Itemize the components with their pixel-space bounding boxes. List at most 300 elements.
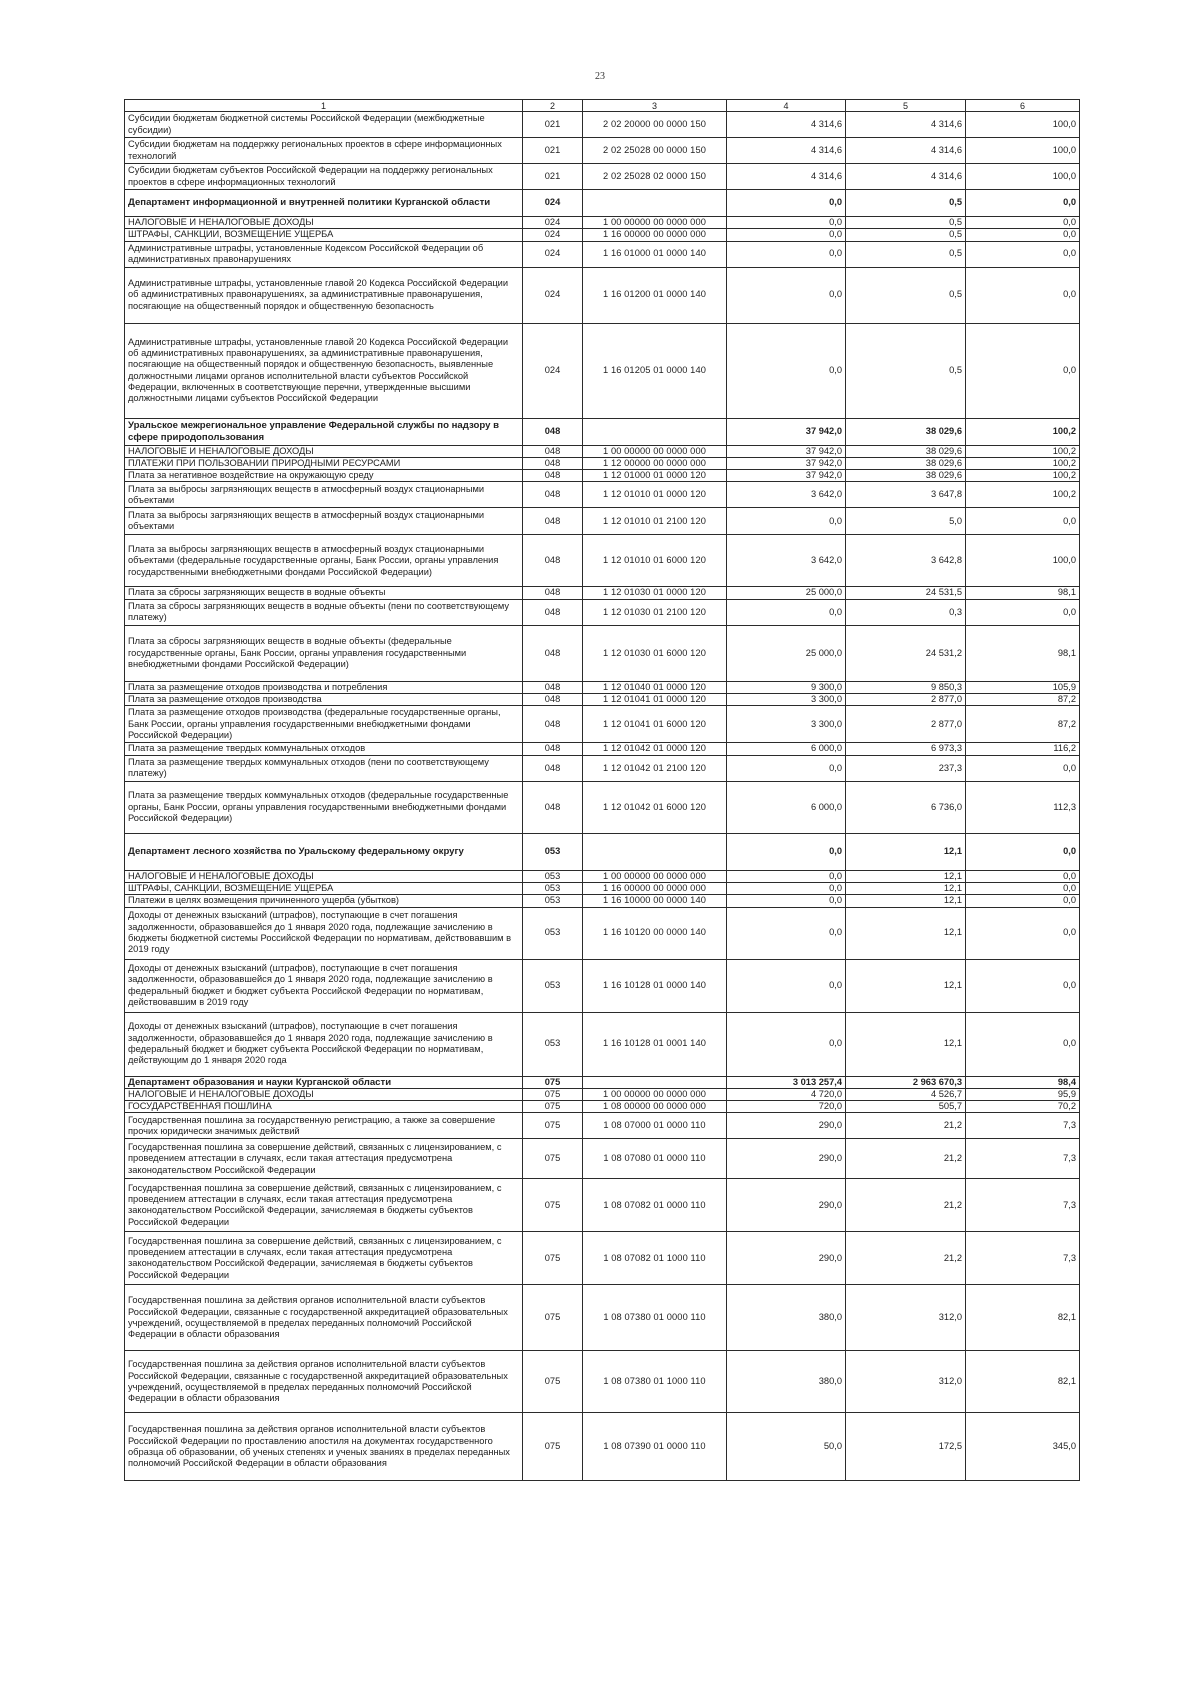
budget-classification-code: 1 00 00000 00 0000 000 — [583, 445, 727, 457]
budget-classification-code: 1 12 01041 01 6000 120 — [583, 706, 727, 743]
table-row — [125, 781, 1080, 833]
actual-amount: 0,5 — [846, 323, 966, 418]
admin-code: 024 — [523, 217, 583, 229]
budget-classification-code: 1 12 01040 01 0000 120 — [583, 681, 727, 693]
budget-classification-code: 1 00 00000 00 0000 000 — [583, 1088, 727, 1100]
row-name: ГОСУДАРСТВЕННАЯ ПОШЛИНА — [125, 1101, 523, 1113]
row-name: Плата за сбросы загрязняющих веществ в водные объекты (федеральные государственные органы, Банк России, органы управления государственными внебюджетными фондами Российской Федерации) — [125, 625, 523, 681]
table-row — [125, 882, 1080, 894]
table-row — [125, 1139, 1080, 1179]
actual-amount: 172,5 — [846, 1413, 966, 1481]
row-name: НАЛОГОВЫЕ И НЕНАЛОГОВЫЕ ДОХОДЫ — [125, 1088, 523, 1100]
table-row — [125, 1101, 1080, 1113]
budget-classification-code: 1 08 07000 01 0000 110 — [583, 1113, 727, 1139]
actual-amount: 12,1 — [846, 833, 966, 870]
admin-code: 075 — [523, 1076, 583, 1088]
execution-percent: 7,3 — [966, 1139, 1080, 1179]
actual-amount: 12,1 — [846, 907, 966, 959]
execution-percent: 87,2 — [966, 706, 1080, 743]
budget-classification-code: 1 12 01030 01 0000 120 — [583, 587, 727, 599]
actual-amount: 21,2 — [846, 1113, 966, 1139]
actual-amount: 12,1 — [846, 959, 966, 1012]
admin-code: 024 — [523, 323, 583, 418]
row-name: ПЛАТЕЖИ ПРИ ПОЛЬЗОВАНИИ ПРИРОДНЫМИ РЕСУРСАМИ — [125, 457, 523, 469]
planned-amount: 0,0 — [727, 241, 846, 267]
row-name: Департамент образования и науки Курганской области — [125, 1076, 523, 1088]
execution-percent: 0,0 — [966, 907, 1080, 959]
planned-amount: 25 000,0 — [727, 625, 846, 681]
budget-classification-code: 1 08 07390 01 0000 110 — [583, 1413, 727, 1481]
budget-classification-code: 1 16 00000 00 0000 000 — [583, 229, 727, 241]
admin-code: 048 — [523, 755, 583, 781]
table-row — [125, 217, 1080, 229]
budget-classification-code: 1 16 01205 01 0000 140 — [583, 323, 727, 418]
row-name: Департамент информационной и внутренней политики Курганской области — [125, 190, 523, 217]
execution-percent: 98,4 — [966, 1076, 1080, 1088]
execution-percent: 112,3 — [966, 781, 1080, 833]
budget-classification-code: 1 16 01000 01 0000 140 — [583, 241, 727, 267]
execution-percent: 7,3 — [966, 1179, 1080, 1232]
actual-amount: 38 029,6 — [846, 418, 966, 445]
table-row — [125, 870, 1080, 882]
actual-amount: 12,1 — [846, 1012, 966, 1076]
row-name: ШТРАФЫ, САНКЦИИ, ВОЗМЕЩЕНИЕ УЩЕРБА — [125, 229, 523, 241]
column-number: 5 — [846, 100, 966, 112]
table-row — [125, 959, 1080, 1012]
execution-percent: 100,2 — [966, 418, 1080, 445]
budget-classification-code: 1 16 10128 01 0000 140 — [583, 959, 727, 1012]
execution-percent: 0,0 — [966, 1012, 1080, 1076]
actual-amount: 4 314,6 — [846, 112, 966, 138]
actual-amount: 21,2 — [846, 1232, 966, 1285]
actual-amount: 505,7 — [846, 1101, 966, 1113]
budget-classification-code: 1 16 10120 00 0000 140 — [583, 907, 727, 959]
admin-code: 053 — [523, 833, 583, 870]
planned-amount: 0,0 — [727, 599, 846, 625]
admin-code: 075 — [523, 1139, 583, 1179]
table-row — [125, 112, 1080, 138]
planned-amount: 720,0 — [727, 1101, 846, 1113]
column-number: 3 — [583, 100, 727, 112]
admin-code: 053 — [523, 959, 583, 1012]
admin-code: 048 — [523, 743, 583, 755]
actual-amount: 2 963 670,3 — [846, 1076, 966, 1088]
admin-code: 024 — [523, 241, 583, 267]
admin-code: 048 — [523, 482, 583, 508]
row-name: Уральское межрегиональное управление Федеральной службы по надзору в сфере природопользования — [125, 418, 523, 445]
budget-classification-code: 1 12 01042 01 2100 120 — [583, 755, 727, 781]
planned-amount: 3 642,0 — [727, 482, 846, 508]
table-row — [125, 508, 1080, 535]
table-row — [125, 587, 1080, 599]
admin-code: 075 — [523, 1113, 583, 1139]
admin-code: 021 — [523, 138, 583, 164]
actual-amount: 0,3 — [846, 599, 966, 625]
actual-amount: 38 029,6 — [846, 470, 966, 482]
execution-percent: 100,0 — [966, 535, 1080, 587]
row-name: Плата за размещение отходов производства (федеральные государственные органы, Банк России, органы управления государственными внебюджетными фондами Российской Федерации) — [125, 706, 523, 743]
table-row — [125, 241, 1080, 267]
admin-code: 048 — [523, 681, 583, 693]
actual-amount: 2 877,0 — [846, 706, 966, 743]
planned-amount: 0,0 — [727, 907, 846, 959]
planned-amount: 0,0 — [727, 895, 846, 907]
budget-classification-code: 2 02 25028 02 0000 150 — [583, 164, 727, 190]
actual-amount: 0,5 — [846, 241, 966, 267]
budget-classification-code: 1 12 01042 01 0000 120 — [583, 743, 727, 755]
row-name: НАЛОГОВЫЕ И НЕНАЛОГОВЫЕ ДОХОДЫ — [125, 445, 523, 457]
actual-amount: 4 526,7 — [846, 1088, 966, 1100]
table-row — [125, 706, 1080, 743]
budget-classification-code: 1 12 01042 01 6000 120 — [583, 781, 727, 833]
planned-amount: 4 314,6 — [727, 164, 846, 190]
admin-code: 048 — [523, 587, 583, 599]
admin-code: 053 — [523, 895, 583, 907]
planned-amount: 4 314,6 — [727, 112, 846, 138]
column-number-row — [125, 100, 1080, 112]
budget-classification-code: 1 16 10128 01 0001 140 — [583, 1012, 727, 1076]
admin-code: 021 — [523, 112, 583, 138]
row-name: Плата за размещение твердых коммунальных отходов — [125, 743, 523, 755]
actual-amount: 0,5 — [846, 267, 966, 323]
admin-code: 075 — [523, 1413, 583, 1481]
admin-code: 075 — [523, 1351, 583, 1413]
execution-percent: 100,0 — [966, 164, 1080, 190]
budget-classification-code: 1 08 00000 00 0000 000 — [583, 1101, 727, 1113]
budget-classification-code: 1 12 01000 01 0000 120 — [583, 470, 727, 482]
actual-amount: 21,2 — [846, 1179, 966, 1232]
planned-amount: 0,0 — [727, 190, 846, 217]
row-name: Доходы от денежных взысканий (штрафов), поступающие в счет погашения задолженности, образовавшейся до 1 января 2020 года, подлежащие зачислению в федеральный бюджет и бюджет субъекта Российской Федерации по нормативам, действовавшим в 2019 году — [125, 959, 523, 1012]
planned-amount: 0,0 — [727, 229, 846, 241]
planned-amount: 380,0 — [727, 1285, 846, 1351]
row-name: Государственная пошлина за действия органов исполнительной власти субъектов Российской Федерации по проставлению апостиля на документах государственного образца об образовании, об ученых степенях и ученых званиях в пределах переданных полномочий Российской Федерации в области образования — [125, 1413, 523, 1481]
actual-amount: 4 314,6 — [846, 138, 966, 164]
budget-classification-code: 1 12 01041 01 0000 120 — [583, 694, 727, 706]
row-name: Платежи в целях возмещения причиненного ущерба (убытков) — [125, 895, 523, 907]
planned-amount: 0,0 — [727, 217, 846, 229]
administrator-row — [125, 1076, 1080, 1088]
row-name: Плата за сбросы загрязняющих веществ в водные объекты — [125, 587, 523, 599]
budget-classification-code: 1 16 01200 01 0000 140 — [583, 267, 727, 323]
execution-percent: 345,0 — [966, 1413, 1080, 1481]
budget-classification-code: 1 00 00000 00 0000 000 — [583, 870, 727, 882]
table-row — [125, 323, 1080, 418]
table-row — [125, 229, 1080, 241]
execution-percent: 70,2 — [966, 1101, 1080, 1113]
planned-amount: 6 000,0 — [727, 781, 846, 833]
planned-amount: 290,0 — [727, 1232, 846, 1285]
row-name: Плата за размещение твердых коммунальных отходов (пени по соответствующему платежу) — [125, 755, 523, 781]
actual-amount: 6 973,3 — [846, 743, 966, 755]
admin-code: 048 — [523, 706, 583, 743]
admin-code: 048 — [523, 781, 583, 833]
table-row — [125, 1351, 1080, 1413]
execution-percent: 98,1 — [966, 625, 1080, 681]
budget-classification-code: 1 12 01030 01 2100 120 — [583, 599, 727, 625]
column-number: 1 — [125, 100, 523, 112]
execution-percent: 100,0 — [966, 138, 1080, 164]
budget-classification-code: 1 12 01010 01 6000 120 — [583, 535, 727, 587]
budget-classification-code: 1 00 00000 00 0000 000 — [583, 217, 727, 229]
execution-percent: 100,2 — [966, 457, 1080, 469]
admin-code: 021 — [523, 164, 583, 190]
execution-percent: 100,2 — [966, 482, 1080, 508]
execution-percent: 0,0 — [966, 870, 1080, 882]
row-name: Государственная пошлина за совершение действий, связанных с лицензированием, с проведением аттестации в случаях, если такая аттестация предусмотрена законодательством Российской Федерации, зачисляемая в бюджеты субъектов Российской Федерации — [125, 1232, 523, 1285]
row-name: Департамент лесного хозяйства по Уральскому федеральному округу — [125, 833, 523, 870]
table-row — [125, 1012, 1080, 1076]
execution-percent: 0,0 — [966, 882, 1080, 894]
execution-percent: 116,2 — [966, 743, 1080, 755]
table-row — [125, 1088, 1080, 1100]
actual-amount: 312,0 — [846, 1351, 966, 1413]
table-row — [125, 694, 1080, 706]
execution-percent: 0,0 — [966, 599, 1080, 625]
execution-percent: 100,0 — [966, 112, 1080, 138]
row-name: Государственная пошлина за совершение действий, связанных с лицензированием, с проведением аттестации в случаях, если такая аттестация предусмотрена законодательством Российской Федерации — [125, 1139, 523, 1179]
administrator-row — [125, 418, 1080, 445]
row-name: Плата за выбросы загрязняющих веществ в атмосферный воздух стационарными объектами — [125, 482, 523, 508]
execution-percent: 87,2 — [966, 694, 1080, 706]
actual-amount: 0,5 — [846, 229, 966, 241]
execution-percent: 0,0 — [966, 755, 1080, 781]
actual-amount: 38 029,6 — [846, 445, 966, 457]
actual-amount: 4 314,6 — [846, 164, 966, 190]
admin-code: 075 — [523, 1088, 583, 1100]
table-row — [125, 1232, 1080, 1285]
budget-classification-code: 2 02 25028 00 0000 150 — [583, 138, 727, 164]
actual-amount: 24 531,2 — [846, 625, 966, 681]
planned-amount: 0,0 — [727, 1012, 846, 1076]
planned-amount: 380,0 — [727, 1351, 846, 1413]
admin-code: 075 — [523, 1179, 583, 1232]
revenue-table — [124, 99, 1080, 1481]
budget-classification-code: 1 12 00000 00 0000 000 — [583, 457, 727, 469]
planned-amount: 4 720,0 — [727, 1088, 846, 1100]
row-name: Плата за выбросы загрязняющих веществ в атмосферный воздух стационарными объектами — [125, 508, 523, 535]
admin-code: 048 — [523, 445, 583, 457]
table-row — [125, 267, 1080, 323]
planned-amount: 0,0 — [727, 882, 846, 894]
table-row — [125, 681, 1080, 693]
budget-classification-code: 1 08 07082 01 0000 110 — [583, 1179, 727, 1232]
budget-classification-code — [583, 833, 727, 870]
execution-percent: 100,2 — [966, 445, 1080, 457]
row-name: Плата за негативное воздействие на окружающую среду — [125, 470, 523, 482]
row-name: Доходы от денежных взысканий (штрафов), поступающие в счет погашения задолженности, образовавшейся до 1 января 2020 года, подлежащие зачислению в федеральный бюджет и бюджет субъекта Российской Федерации по нормативам, действующим до 1 января 2020 года — [125, 1012, 523, 1076]
planned-amount: 0,0 — [727, 267, 846, 323]
planned-amount: 290,0 — [727, 1179, 846, 1232]
budget-classification-code: 2 02 20000 00 0000 150 — [583, 112, 727, 138]
actual-amount: 6 736,0 — [846, 781, 966, 833]
admin-code: 048 — [523, 694, 583, 706]
table-row — [125, 743, 1080, 755]
row-name: Государственная пошлина за действия органов исполнительной власти субъектов Российской Федерации, связанные с государственной аккредитацией образовательных учреждений, осуществляемой в пределах переданных полномочий Российской Федерации в области образования — [125, 1285, 523, 1351]
row-name: Административные штрафы, установленные главой 20 Кодекса Российской Федерации об административных правонарушениях, за административные правонарушения, посягающие на общественный порядок и общественную безопасность — [125, 267, 523, 323]
table-row — [125, 895, 1080, 907]
planned-amount: 0,0 — [727, 323, 846, 418]
execution-percent: 0,0 — [966, 217, 1080, 229]
admin-code: 024 — [523, 229, 583, 241]
actual-amount: 0,5 — [846, 217, 966, 229]
planned-amount: 0,0 — [727, 755, 846, 781]
execution-percent: 82,1 — [966, 1285, 1080, 1351]
execution-percent: 0,0 — [966, 190, 1080, 217]
table-row — [125, 599, 1080, 625]
execution-percent: 0,0 — [966, 241, 1080, 267]
planned-amount: 290,0 — [727, 1139, 846, 1179]
budget-classification-code: 1 12 01010 01 0000 120 — [583, 482, 727, 508]
admin-code: 075 — [523, 1285, 583, 1351]
execution-percent: 0,0 — [966, 895, 1080, 907]
planned-amount: 25 000,0 — [727, 587, 846, 599]
planned-amount: 9 300,0 — [727, 681, 846, 693]
execution-percent: 0,0 — [966, 833, 1080, 870]
admin-code: 075 — [523, 1232, 583, 1285]
column-number: 2 — [523, 100, 583, 112]
admin-code: 053 — [523, 882, 583, 894]
actual-amount: 5,0 — [846, 508, 966, 535]
row-name: Плата за размещение отходов производства — [125, 694, 523, 706]
admin-code: 048 — [523, 470, 583, 482]
administrator-row — [125, 833, 1080, 870]
admin-code: 048 — [523, 508, 583, 535]
row-name: Административные штрафы, установленные главой 20 Кодекса Российской Федерации об административных правонарушениях, за административные правонарушения, посягающие на общественный порядок и общественную безопасность, выявленные должностными лицами органов исполнительной власти субъектов Российской Федерации, включенных в соответствующие перечни, утвержденные высшими должностными лицами субъектов Российской Федерации — [125, 323, 523, 418]
execution-percent: 95,9 — [966, 1088, 1080, 1100]
column-number: 4 — [727, 100, 846, 112]
admin-code: 053 — [523, 870, 583, 882]
planned-amount: 6 000,0 — [727, 743, 846, 755]
admin-code: 048 — [523, 418, 583, 445]
budget-classification-code: 1 08 07380 01 0000 110 — [583, 1285, 727, 1351]
row-name: Государственная пошлина за государственную регистрацию, а также за совершение прочих юридически значимых действий — [125, 1113, 523, 1139]
admin-code: 024 — [523, 267, 583, 323]
column-number: 6 — [966, 100, 1080, 112]
execution-percent: 7,3 — [966, 1232, 1080, 1285]
admin-code: 048 — [523, 535, 583, 587]
budget-classification-code: 1 08 07082 01 1000 110 — [583, 1232, 727, 1285]
administrator-row — [125, 190, 1080, 217]
row-name: НАЛОГОВЫЕ И НЕНАЛОГОВЫЕ ДОХОДЫ — [125, 870, 523, 882]
admin-code: 048 — [523, 625, 583, 681]
budget-classification-code: 1 16 10000 00 0000 140 — [583, 895, 727, 907]
execution-percent: 82,1 — [966, 1351, 1080, 1413]
actual-amount: 237,3 — [846, 755, 966, 781]
execution-percent: 0,0 — [966, 229, 1080, 241]
admin-code: 024 — [523, 190, 583, 217]
table-row — [125, 470, 1080, 482]
execution-percent: 0,0 — [966, 323, 1080, 418]
table-row — [125, 907, 1080, 959]
execution-percent: 100,2 — [966, 470, 1080, 482]
budget-classification-code: 1 08 07380 01 1000 110 — [583, 1351, 727, 1413]
planned-amount: 37 942,0 — [727, 418, 846, 445]
planned-amount: 3 642,0 — [727, 535, 846, 587]
table-row — [125, 535, 1080, 587]
actual-amount: 12,1 — [846, 882, 966, 894]
execution-percent: 98,1 — [966, 587, 1080, 599]
table-row — [125, 457, 1080, 469]
planned-amount: 37 942,0 — [727, 457, 846, 469]
actual-amount: 12,1 — [846, 870, 966, 882]
table-row — [125, 755, 1080, 781]
execution-percent: 0,0 — [966, 508, 1080, 535]
actual-amount: 312,0 — [846, 1285, 966, 1351]
page-number: 23 — [595, 71, 605, 82]
row-name: ШТРАФЫ, САНКЦИИ, ВОЗМЕЩЕНИЕ УЩЕРБА — [125, 882, 523, 894]
planned-amount: 50,0 — [727, 1413, 846, 1481]
budget-classification-code: 1 12 01010 01 2100 120 — [583, 508, 727, 535]
budget-classification-code — [583, 190, 727, 217]
row-name: Административные штрафы, установленные Кодексом Российской Федерации об административных правонарушениях — [125, 241, 523, 267]
row-name: Субсидии бюджетам бюджетной системы Российской Федерации (межбюджетные субсидии) — [125, 112, 523, 138]
actual-amount: 38 029,6 — [846, 457, 966, 469]
planned-amount: 3 300,0 — [727, 706, 846, 743]
planned-amount: 3 013 257,4 — [727, 1076, 846, 1088]
execution-percent: 105,9 — [966, 681, 1080, 693]
actual-amount: 9 850,3 — [846, 681, 966, 693]
table-row — [125, 445, 1080, 457]
actual-amount: 24 531,5 — [846, 587, 966, 599]
row-name: Субсидии бюджетам субъектов Российской Федерации на поддержку региональных проектов в сфере информационных технологий — [125, 164, 523, 190]
table-row — [125, 625, 1080, 681]
actual-amount: 3 647,8 — [846, 482, 966, 508]
admin-code: 048 — [523, 599, 583, 625]
actual-amount: 2 877,0 — [846, 694, 966, 706]
row-name: Плата за размещение твердых коммунальных отходов (федеральные государственные органы, Банк России, органы управления государственными внебюджетными фондами Российской Федерации) — [125, 781, 523, 833]
row-name: Субсидии бюджетам на поддержку региональных проектов в сфере информационных технологий — [125, 138, 523, 164]
execution-percent: 0,0 — [966, 267, 1080, 323]
actual-amount: 21,2 — [846, 1139, 966, 1179]
planned-amount: 37 942,0 — [727, 445, 846, 457]
row-name: Доходы от денежных взысканий (штрафов), поступающие в счет погашения задолженности, образовавшейся до 1 января 2020 года, подлежащие зачислению в бюджеты бюджетной системы Российской Федерации по нормативам, действовавшим в 2019 году — [125, 907, 523, 959]
table-row — [125, 138, 1080, 164]
planned-amount: 0,0 — [727, 508, 846, 535]
planned-amount: 4 314,6 — [727, 138, 846, 164]
planned-amount: 290,0 — [727, 1113, 846, 1139]
row-name: НАЛОГОВЫЕ И НЕНАЛОГОВЫЕ ДОХОДЫ — [125, 217, 523, 229]
planned-amount: 37 942,0 — [727, 470, 846, 482]
budget-classification-code — [583, 418, 727, 445]
actual-amount: 12,1 — [846, 895, 966, 907]
planned-amount: 3 300,0 — [727, 694, 846, 706]
row-name: Государственная пошлина за действия органов исполнительной власти субъектов Российской Федерации, связанные с государственной аккредитацией образовательных учреждений, осуществляемой в пределах переданных полномочий Российской Федерации в области образования — [125, 1351, 523, 1413]
admin-code: 053 — [523, 1012, 583, 1076]
table-row — [125, 1179, 1080, 1232]
budget-classification-code: 1 08 07080 01 0000 110 — [583, 1139, 727, 1179]
admin-code: 053 — [523, 907, 583, 959]
planned-amount: 0,0 — [727, 959, 846, 1012]
planned-amount: 0,0 — [727, 833, 846, 870]
admin-code: 048 — [523, 457, 583, 469]
admin-code: 075 — [523, 1101, 583, 1113]
table-row — [125, 1113, 1080, 1139]
row-name: Плата за сбросы загрязняющих веществ в водные объекты (пени по соответствующему платежу) — [125, 599, 523, 625]
execution-percent: 7,3 — [966, 1113, 1080, 1139]
table-row — [125, 482, 1080, 508]
actual-amount: 3 642,8 — [846, 535, 966, 587]
table-row — [125, 1285, 1080, 1351]
row-name: Плата за размещение отходов производства и потребления — [125, 681, 523, 693]
execution-percent: 0,0 — [966, 959, 1080, 1012]
budget-classification-code: 1 16 00000 00 0000 000 — [583, 882, 727, 894]
table-row — [125, 1413, 1080, 1481]
row-name: Государственная пошлина за совершение действий, связанных с лицензированием, с проведением аттестации в случаях, если такая аттестация предусмотрена законодательством Российской Федерации, зачисляемая в бюджеты субъектов Российской Федерации — [125, 1179, 523, 1232]
budget-classification-code: 1 12 01030 01 6000 120 — [583, 625, 727, 681]
actual-amount: 0,5 — [846, 190, 966, 217]
row-name: Плата за выбросы загрязняющих веществ в атмосферный воздух стационарными объектами (федеральные государственные органы, Банк России, органы управления государственными внебюджетными фондами Российской Федерации) — [125, 535, 523, 587]
